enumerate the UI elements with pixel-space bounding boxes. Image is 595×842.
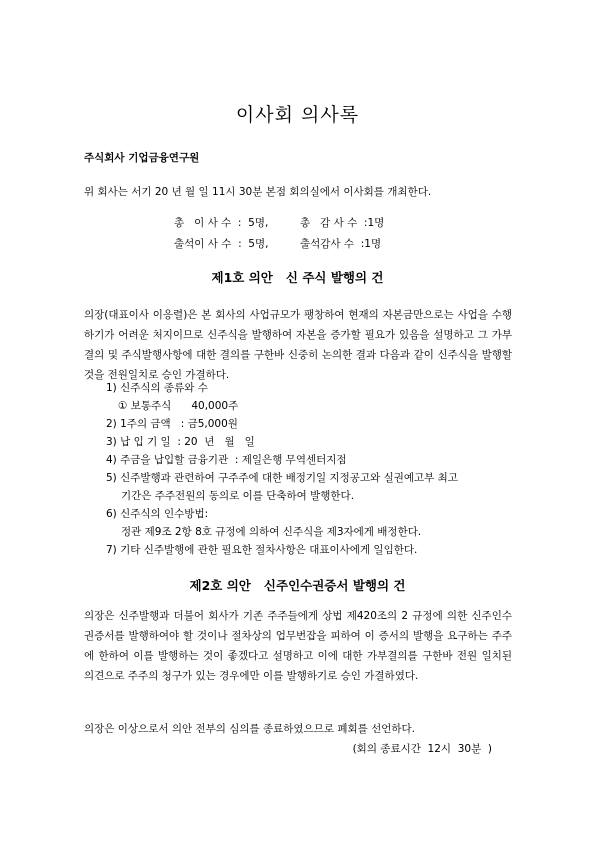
opening-statement: 위 회사는 서기 20 년 월 일 11시 30분 본점 회의실에서 이사회를 개최한다. [84,186,432,198]
present-auditors: 출석감사 수 :1명 [300,238,382,250]
closing-statement: 의장은 이상으로서 의안 전부의 심의를 종료하였으므로 폐회를 선언하다. [84,723,415,735]
agenda1-item: ① 보통주식 40,000주 [118,400,239,412]
agenda1-title: 제1호 의안 신 주식 발행의 건 [211,270,384,285]
agenda2-paragraph-text: 의장은 신주발행과 더불어 회사가 기존 주주들에게 상법 제420조의 2 규정에 의한 신주인수권증서를 발행하여야 할 것이나 절차상의 업무번잡을 피하여 이 증서의 발행을 요구하는 주주에 한하여 이를 발행하는 것이 좋겠다고 설명하고 이에 대한 가부결의를 구한바 전원 일치된 의견으로 주주의 청구가 있는 경우에만 이를 발행하기로 승인 가결하였다. [84,610,512,682]
agenda1-item: 3) 납 입 기 일 : 20 년 월 일 [106,436,255,448]
agenda2-paragraph [84,606,512,686]
agenda1-item: 기간은 주주전원의 동의로 이를 단축하여 발행한다. [121,490,355,502]
total-auditors: 총 감 사 수 :1명 [300,217,385,229]
agenda1-item: 정관 제9조 2항 8호 규정에 의하여 신주식을 제3자에게 배정한다. [121,526,422,538]
agenda1-paragraph [84,305,512,385]
document-title: 이사회 의사록 [235,104,360,126]
total-directors: 총 이 사 수 : 5명, [174,217,269,229]
agenda1-item: 2) 1주의 금액 : 금5,000원 [106,418,238,430]
meeting-end-time: (회의 종료시간 12시 30분 ) [352,743,492,755]
agenda1-item: 4) 주금을 납입할 금융기관 : 제일은행 무역센터지점 [106,454,347,466]
agenda1-item: 1) 신주식의 종류와 수 [106,382,208,394]
company-name: 주식회사 기업금융연구원 [84,152,200,164]
agenda1-paragraph-text: 의장(대표이사 이응렬)은 본 회사의 사업규모가 팽창하여 현재의 자본금만으로는 사업을 수행하기가 어려운 처지이므로 신주식을 발행하여 자본을 증가할 필요가 있음을 설명하고 그 가부결의 및 주식발행사항에 대한 결의를 구한바 신중히 논의한 결과 다음과 같이 신주식을 발행할 것을 전원일치로 승인 가결하다. [84,309,512,381]
agenda1-item: 5) 신주발행과 관련하여 구주주에 대한 배정기일 지정공고와 실권예고부 최고 [106,472,458,484]
present-directors: 출석이 사 수 : 5명, [174,238,269,250]
agenda1-item: 6) 신주식의 인수방법: [106,508,209,520]
agenda1-item: 7) 기타 신주발행에 관한 필요한 절차사항은 대표이사에게 일임한다. [106,544,418,556]
agenda2-title: 제2호 의안 신주인수권증서 발행의 건 [189,578,406,593]
